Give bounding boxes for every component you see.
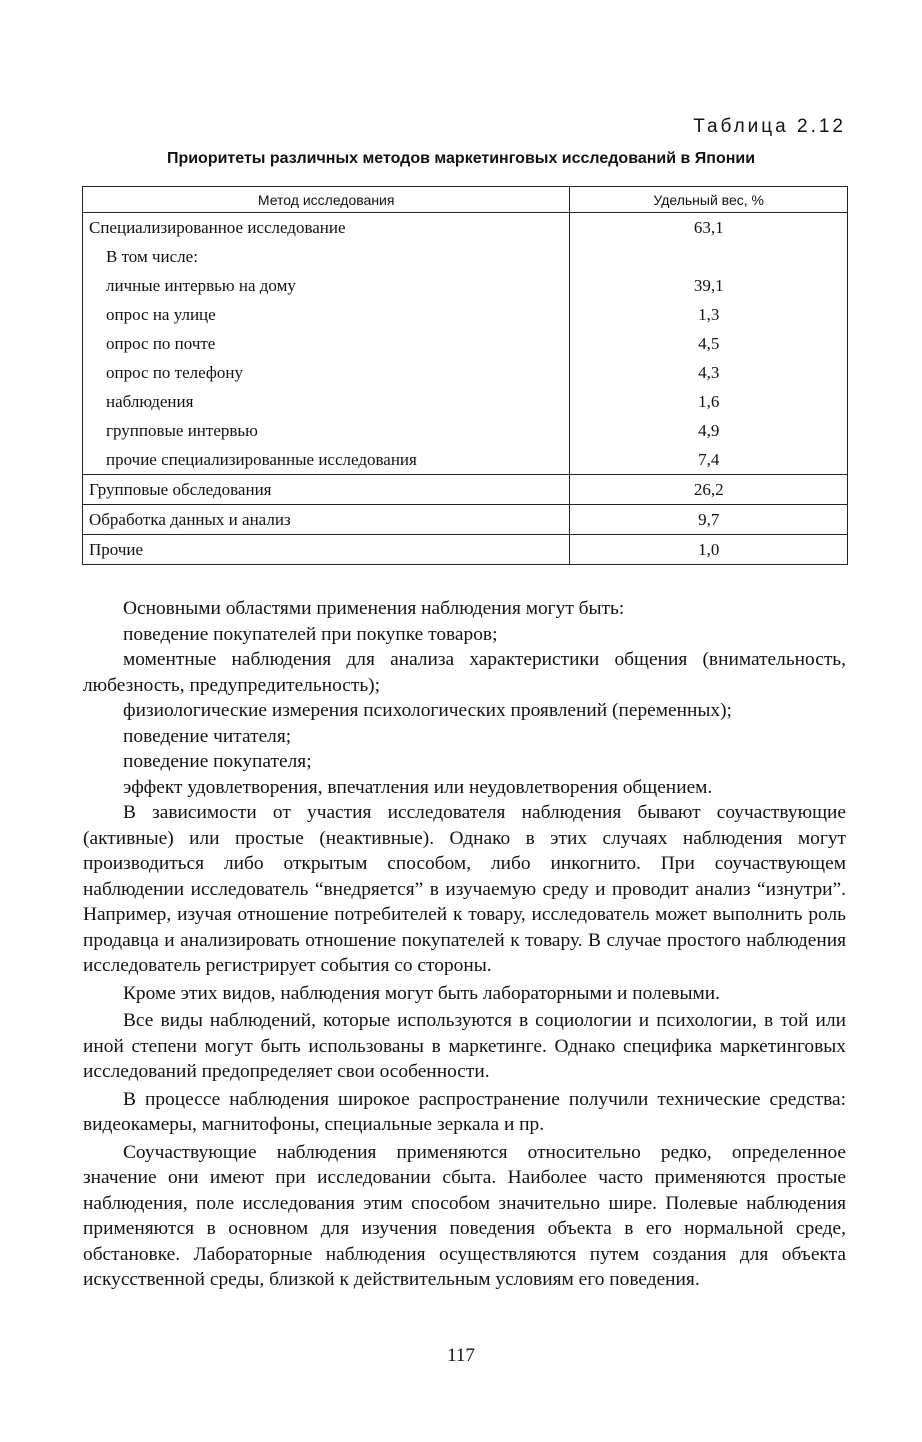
method-cell: прочие специализированные исследования [83,445,570,475]
value-cell: 1,3 [570,300,848,329]
value-cell: 4,9 [570,416,848,445]
value-cell: 1,6 [570,387,848,416]
table-row [83,475,848,505]
table-row [83,445,848,475]
table-row [83,416,848,445]
table-row [83,387,848,416]
body-text [83,596,846,1293]
method-cell: Прочие [83,535,570,565]
page-number: 117 [447,1345,475,1366]
table-title: Приоритеты различных методов маркетинговых исследований в Японии [166,150,756,167]
table-row [83,213,848,243]
paragraph: В зависимости от участия исследователя наблюдения бывают соучаствующие (активные) или простые (неактивные). Однако в этих случаях наблюдения могут производиться либо открытым способом, либо инкогнито. При соучаствующем наблюдении исследователь “внедряется” в изучаемую среду и проводит анализ “изнутри”. Например, изучая отношение потребителей к товару, исследователь может выполнить роль продавца и анализировать отношение покупателей к товару. В случае простого наблюдения исследователь регистрирует события со стороны. [83,802,846,976]
value-cell: 4,3 [570,358,848,387]
paragraph: поведение покупателя; [123,751,312,772]
table-row [83,271,848,300]
method-cell: личные интервью на дому [83,271,570,300]
paragraph: В процессе наблюдения широкое распространение получили технические средства: видеокамеры, магнитофоны, специальные зеркала и пр. [83,1088,846,1135]
table-label: Таблица 2.12 [693,116,846,137]
table-row [83,300,848,329]
paragraph: Соучаствующие наблюдения применяются относительно редко, определенное значение они имеют при исследовании сбыта. Наиболее часто применяются простые наблюдения, поле исследования этим способом значительно шире. Полевые наблюдения применяются в основном для изучения поведения объекта в его нормальной среде, обстановке. Лабораторные наблюдения осуществляются путем создания для объекта искусственной среды, близкой к действительным условиям его поведения. [83,1141,846,1290]
method-cell: Групповые обследования [83,475,570,505]
method-cell: групповые интервью [83,416,570,445]
paragraph: Кроме этих видов, наблюдения могут быть лабораторными и полевыми. [123,982,721,1004]
value-cell: 4,5 [570,329,848,358]
method-cell: опрос на улице [83,300,570,329]
method-cell: опрос по телефону [83,358,570,387]
method-cell: опрос по почте [83,329,570,358]
table-row [83,358,848,387]
table-row [83,505,848,535]
method-cell: наблюдения [83,387,570,416]
value-cell: 1,0 [570,535,848,565]
method-cell: Обработка данных и анализ [83,505,570,535]
paragraph: физиологические измерения психологических проявлений (переменных); [123,700,732,721]
paragraph: эффект удовлетворения, впечатления или неудовлетворения общением. [123,776,713,798]
table-row [83,535,848,565]
table-row [83,242,848,271]
method-cell: В том числе: [83,242,570,271]
column-header-method: Метод исследования [83,187,570,213]
value-cell [570,242,848,271]
methods-table [82,186,848,565]
table-header-row [83,187,848,213]
value-cell: 26,2 [570,475,848,505]
paragraph: поведение покупателей при покупке товаров; [123,623,498,645]
paragraph: моментные наблюдения для анализа характеристики общения (внимательность, любезность, предупредительность); [83,649,846,696]
value-cell: 7,4 [570,445,848,475]
paragraph: Основными областями применения наблюдения могут быть: [123,598,625,619]
value-cell: 9,7 [570,505,848,535]
method-cell: Специализированное исследование [83,213,570,243]
column-header-share: Удельный вес, % [570,187,848,213]
value-cell: 39,1 [570,271,848,300]
paragraph: поведение читателя; [123,725,292,747]
paragraph: Все виды наблюдений, которые используются в социологии и психологии, в той или иной степени могут быть использованы в маркетинге. Однако специфика маркетинговых исследований предопределяет свои особенности. [83,1010,846,1082]
value-cell: 63,1 [570,213,848,243]
table-row [83,329,848,358]
